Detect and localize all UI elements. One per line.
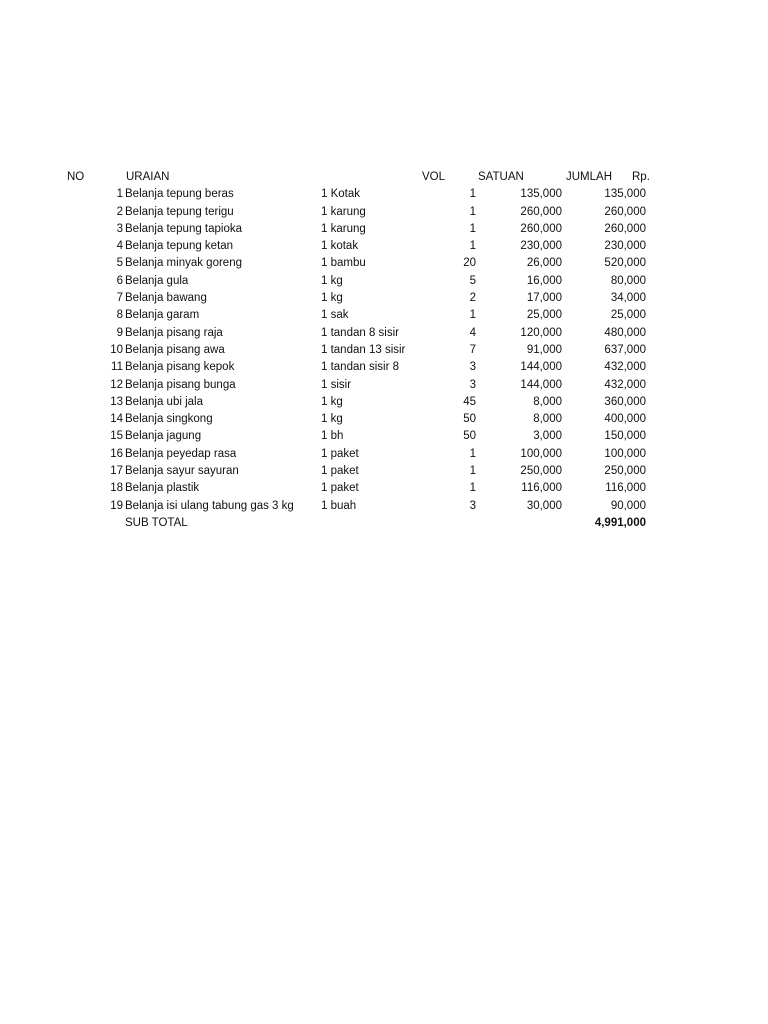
row-no: 4 — [116, 240, 123, 253]
row-total: 480,000 — [604, 326, 646, 339]
table-body — [0, 186, 768, 515]
row-no: 11 — [111, 361, 123, 374]
row-unit: 1 tandan 13 sisir — [321, 343, 406, 356]
table-header — [0, 169, 768, 186]
header-uraian: URAIAN — [126, 171, 170, 183]
row-unit: 1 tandan 8 sisir — [321, 326, 399, 339]
table-row — [0, 359, 768, 376]
row-no: 19 — [110, 499, 123, 512]
row-description: Belanja ubi jala — [125, 395, 204, 408]
row-total: 116,000 — [605, 482, 646, 495]
row-volume: 5 — [469, 274, 476, 287]
row-unit: 1 karung — [321, 205, 366, 218]
subtotal-label: SUB TOTAL — [125, 516, 188, 529]
table-row — [0, 307, 768, 324]
row-total: 637,000 — [604, 343, 646, 356]
row-unit-price: 144,000 — [520, 378, 562, 391]
row-volume: 1 — [469, 309, 476, 322]
table-row — [0, 255, 768, 272]
table-row — [0, 273, 768, 290]
table-row — [0, 394, 768, 411]
row-total: 260,000 — [604, 205, 646, 218]
table-row — [0, 480, 768, 497]
row-total: 100,000 — [604, 447, 646, 460]
row-total: 135,000 — [604, 188, 646, 201]
row-description: Belanja garam — [125, 309, 200, 322]
row-description: Belanja plastik — [125, 482, 200, 495]
table-row — [0, 446, 768, 463]
row-no: 9 — [116, 326, 123, 339]
row-description: Belanja tepung terigu — [125, 205, 234, 218]
row-unit-price: 100,000 — [520, 447, 562, 460]
row-unit: 1 kotak — [321, 240, 359, 253]
table-row — [0, 411, 768, 428]
row-unit-price: 116,000 — [521, 482, 562, 495]
row-description: Belanja minyak goreng — [125, 257, 242, 270]
row-unit: 1 buah — [321, 499, 357, 512]
row-volume: 1 — [469, 447, 476, 460]
table-row — [0, 290, 768, 307]
row-unit-price: 120,000 — [520, 326, 562, 339]
row-unit-price: 25,000 — [526, 309, 562, 322]
row-volume: 1 — [469, 188, 476, 201]
table-row — [0, 221, 768, 238]
row-unit-price: 250,000 — [520, 465, 562, 478]
row-unit-price: 3,000 — [533, 430, 562, 443]
row-unit: 1 kg — [321, 395, 343, 408]
row-unit-price: 260,000 — [520, 222, 562, 235]
row-volume: 1 — [469, 240, 476, 253]
row-description: Belanja isi ulang tabung gas 3 kg — [125, 499, 294, 512]
table-row — [0, 498, 768, 515]
row-no: 12 — [110, 378, 123, 391]
row-total: 90,000 — [610, 499, 646, 512]
row-no: 13 — [110, 395, 123, 408]
row-unit: 1 paket — [321, 447, 359, 460]
row-no: 1 — [116, 188, 123, 201]
row-volume: 2 — [469, 292, 476, 305]
row-description: Belanja pisang bunga — [125, 378, 236, 391]
header-jumlah: JUMLAH — [566, 171, 613, 183]
row-no: 3 — [116, 222, 123, 235]
row-no: 8 — [116, 309, 123, 322]
row-total: 25,000 — [610, 309, 646, 322]
row-unit: 1 bambu — [321, 257, 366, 270]
header-vol: VOL — [422, 171, 446, 183]
row-unit-price: 26,000 — [526, 257, 562, 270]
row-unit: 1 tandan sisir 8 — [321, 361, 399, 374]
budget-table — [0, 169, 768, 532]
row-total: 432,000 — [604, 361, 646, 374]
row-total: 432,000 — [604, 378, 646, 391]
row-unit-price: 144,000 — [520, 361, 562, 374]
row-total: 80,000 — [610, 274, 646, 287]
row-unit-price: 8,000 — [533, 395, 562, 408]
row-unit: 1 Kotak — [321, 188, 360, 201]
subtotal-row — [0, 515, 768, 532]
table-row — [0, 238, 768, 255]
row-unit-price: 230,000 — [520, 240, 562, 253]
row-volume: 3 — [469, 499, 476, 512]
row-volume: 45 — [463, 395, 476, 408]
row-description: Belanja bawang — [125, 292, 207, 305]
row-unit: 1 sisir — [321, 378, 352, 391]
row-total: 250,000 — [604, 465, 646, 478]
table-row — [0, 204, 768, 221]
row-unit-price: 8,000 — [533, 413, 562, 426]
row-description: Belanja pisang raja — [125, 326, 223, 339]
row-total: 360,000 — [604, 395, 646, 408]
row-description: Belanja gula — [125, 274, 189, 287]
row-unit: 1 kg — [321, 274, 343, 287]
row-unit-price: 16,000 — [526, 274, 562, 287]
row-volume: 1 — [469, 205, 476, 218]
row-no: 14 — [110, 413, 123, 426]
row-unit: 1 kg — [321, 292, 343, 305]
row-total: 260,000 — [604, 222, 646, 235]
row-no: 17 — [110, 465, 123, 478]
row-no: 2 — [116, 205, 123, 218]
row-volume: 3 — [469, 378, 476, 391]
row-unit-price: 260,000 — [520, 205, 562, 218]
row-volume: 1 — [469, 465, 476, 478]
row-volume: 20 — [463, 257, 476, 270]
row-total: 34,000 — [610, 292, 646, 305]
row-unit-price: 30,000 — [526, 499, 562, 512]
row-unit: 1 paket — [321, 465, 359, 478]
row-total: 400,000 — [604, 413, 646, 426]
row-no: 10 — [110, 343, 123, 356]
row-unit: 1 paket — [321, 482, 359, 495]
row-volume: 50 — [463, 430, 476, 443]
row-no: 15 — [110, 430, 123, 443]
table-row — [0, 325, 768, 342]
row-unit: 1 bh — [321, 430, 344, 443]
row-description: Belanja singkong — [125, 413, 213, 426]
header-no: NO — [67, 171, 85, 183]
row-description: Belanja tepung tapioka — [125, 222, 243, 235]
row-description: Belanja pisang kepok — [125, 361, 235, 374]
row-unit: 1 sak — [321, 309, 349, 322]
row-volume: 1 — [469, 222, 476, 235]
row-total: 230,000 — [604, 240, 646, 253]
header-rp: Rp. — [632, 171, 650, 183]
row-description: Belanja jagung — [125, 430, 202, 443]
header-satuan: SATUAN — [478, 171, 524, 183]
row-unit-price: 91,000 — [526, 343, 562, 356]
row-no: 6 — [116, 274, 123, 287]
row-volume: 3 — [469, 361, 476, 374]
row-description: Belanja sayur sayuran — [125, 465, 239, 478]
row-no: 5 — [116, 257, 123, 270]
row-no: 18 — [110, 482, 123, 495]
subtotal-value: 4,991,000 — [594, 516, 646, 529]
row-description: Belanja peyedap rasa — [125, 447, 237, 460]
row-description: Belanja tepung ketan — [125, 240, 234, 253]
row-total: 150,000 — [604, 430, 646, 443]
table-row — [0, 463, 768, 480]
row-unit-price: 135,000 — [520, 188, 562, 201]
row-unit: 1 kg — [321, 413, 343, 426]
table-row — [0, 342, 768, 359]
row-total: 520,000 — [604, 257, 646, 270]
row-unit-price: 17,000 — [526, 292, 562, 305]
row-volume: 1 — [469, 482, 476, 495]
row-description: Belanja tepung beras — [125, 188, 234, 201]
row-volume: 4 — [469, 326, 476, 339]
row-no: 7 — [116, 292, 123, 305]
row-no: 16 — [110, 447, 123, 460]
row-description: Belanja pisang awa — [125, 343, 225, 356]
row-volume: 50 — [463, 413, 476, 426]
table-row — [0, 186, 768, 203]
table-row — [0, 428, 768, 445]
table-row — [0, 377, 768, 394]
row-volume: 7 — [469, 343, 476, 356]
row-unit: 1 karung — [321, 222, 366, 235]
